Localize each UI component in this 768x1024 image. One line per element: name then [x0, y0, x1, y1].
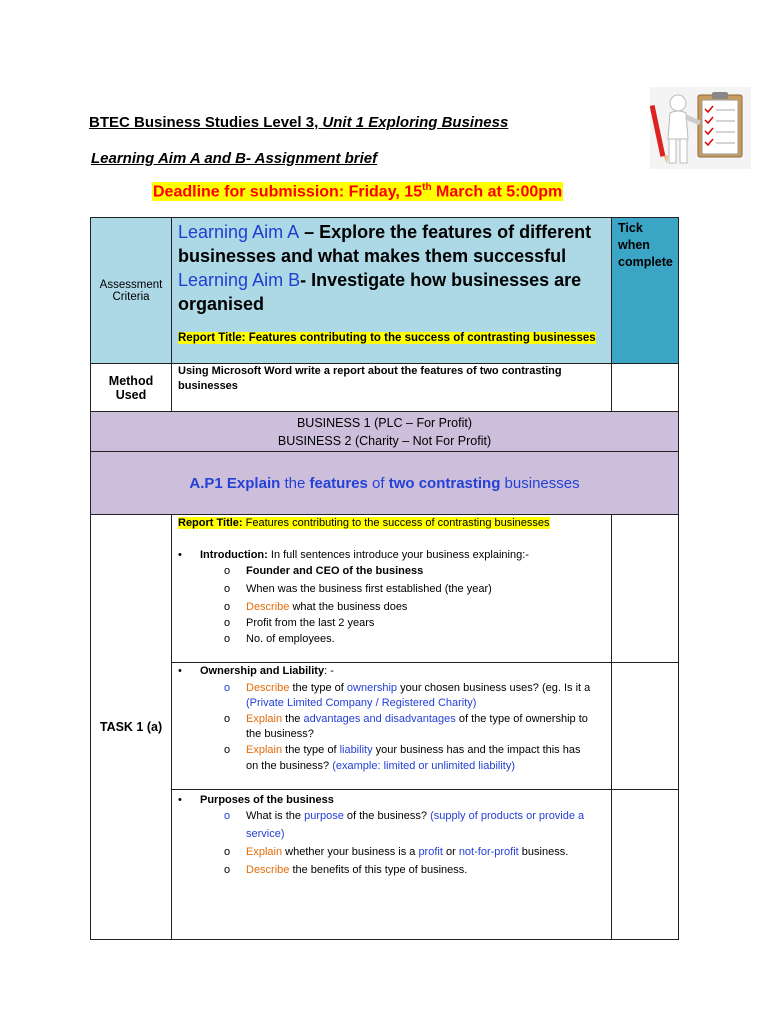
learning-aims-cell [171, 217, 612, 364]
purposes-tick-cell[interactable] [611, 789, 679, 940]
own-3e: (example: limited or unlimited liability) [332, 760, 516, 772]
own-2b: advantages and disadvantages [303, 713, 456, 725]
own-3b: liability [339, 744, 373, 756]
describe-word: Describe [246, 864, 290, 876]
businesses-cell [90, 411, 679, 452]
own-3c: your business has and the impact this has [372, 744, 581, 756]
deadline-time: March at 5:00pm [431, 183, 563, 201]
pur-2e: business. [518, 846, 569, 858]
title-unit: Unit 1 Exploring Business [322, 114, 509, 131]
own-2d: the business? [246, 728, 314, 740]
pur-2d: not-for-profit [458, 846, 519, 858]
method-text-cell [171, 363, 612, 412]
explain-word: Explain [246, 744, 283, 756]
deadline-banner [152, 182, 563, 201]
deadline-sup: th [422, 182, 432, 193]
used-label: Used [115, 387, 147, 402]
method-tick-cell[interactable] [611, 363, 679, 412]
explain-word: Explain [246, 713, 283, 725]
intro-item-what: what the business does [292, 601, 408, 613]
method-text: Using Microsoft Word write a report about the features of two contrasting businesses [178, 365, 562, 392]
objective-heading [189, 475, 579, 492]
report-label: Report Title: [178, 517, 243, 529]
sub-bullet: o [224, 601, 231, 613]
tick-header-cell [611, 217, 679, 364]
tick-when-complete-label: Tick when complete [618, 221, 673, 269]
purposes-bullet: • [178, 794, 182, 806]
checklist-figure-icon [650, 87, 751, 169]
task-intro-cell [171, 514, 612, 663]
sub-bullet: o [224, 633, 231, 645]
aim-a-label: Learning Aim A [178, 222, 300, 242]
intro-label: Introduction: [200, 549, 268, 561]
checklist-figure-illustration [650, 87, 751, 169]
pur-1c: of the business? [343, 810, 431, 822]
aim-b-text: - Investigate how businesses are organised [178, 270, 582, 314]
intro-text: In full sentences introduce your business explaining:- [267, 549, 529, 561]
objective-the: the [284, 474, 306, 492]
pur-1b: purpose [304, 810, 344, 822]
task-ownership-cell [171, 662, 612, 790]
describe-word: Describe [246, 601, 290, 613]
task-label: TASK 1 (a) [99, 720, 163, 734]
sub-bullet: o [224, 744, 231, 756]
pur-2c: or [442, 846, 459, 858]
sub-bullet: o [224, 864, 231, 876]
deadline-text: Deadline for submission: Friday, 15 [153, 183, 423, 201]
ownership-bullet: • [178, 665, 182, 677]
intro-item-founder: Founder and CEO of the business [246, 565, 424, 577]
objective-two-contrasting: two contrasting [388, 474, 501, 492]
sub-bullet: o [224, 565, 231, 577]
sub-bullet: o [224, 682, 231, 694]
assessment-label: Assessment [99, 278, 163, 291]
pur-2b: profit [418, 846, 443, 858]
own-1c: your chosen business uses? (eg. Is it a [397, 682, 591, 694]
purposes-label: Purposes of the business [200, 794, 334, 806]
objective-code: A.P1 [189, 474, 223, 492]
intro-bullet: • [178, 549, 182, 561]
intro-item-employees: No. of employees. [246, 633, 335, 645]
explain-word: Explain [246, 846, 283, 858]
sub-bullet: o [224, 713, 231, 725]
intro-item-profit: Profit from the last 2 years [246, 617, 375, 629]
pur-2a: whether your business is a [282, 846, 419, 858]
business-2-label: BUSINESS 2 (Charity – Not For Profit) [277, 433, 492, 448]
task-purposes-cell [171, 789, 612, 940]
intro-tick-cell[interactable] [611, 514, 679, 663]
assessment-criteria-label-cell [90, 217, 172, 364]
objective-explain: Explain [226, 474, 281, 492]
document-title [89, 114, 508, 131]
ownership-tick-cell[interactable] [611, 662, 679, 790]
objective-of: of [372, 474, 385, 492]
own-1b: ownership [346, 682, 398, 694]
sub-bullet: o [224, 846, 231, 858]
pur-1e: service) [246, 828, 285, 840]
sub-bullet: o [224, 617, 231, 629]
objective-businesses: businesses [504, 474, 580, 492]
objective-cell [90, 451, 679, 515]
ownership-label: Ownership and Liability [200, 665, 325, 677]
objective-features: features [309, 474, 368, 492]
own-2a: the [282, 713, 304, 725]
business-1-label: BUSINESS 1 (PLC – For Profit) [296, 415, 473, 430]
method-label: Method [108, 373, 154, 388]
pur-1d: (supply of products or provide a [430, 810, 585, 822]
aim-a-text: – Explore the features of different businesses and what makes them successful [178, 222, 592, 266]
sub-bullet: o [224, 583, 231, 595]
aim-b-label: Learning Aim B [178, 270, 301, 290]
own-1d: (Private Limited Company / Registered Charity) [246, 697, 477, 709]
pur-1a: What is the [246, 810, 305, 822]
ownership-suffix: : - [324, 665, 334, 677]
intro-item-established: When was the business first established (the year) [246, 583, 492, 595]
criteria-label: Criteria [112, 290, 150, 303]
describe-word: Describe [246, 682, 290, 694]
own-2c: of the type of ownership to [455, 713, 588, 725]
title-prefix: BTEC Business Studies Level 3, [89, 114, 323, 131]
document-subtitle: Learning Aim A and B- Assignment brief [91, 150, 378, 167]
own-1a: the type of [292, 682, 347, 694]
pur-3a: the benefits of this type of business. [289, 864, 468, 876]
report-title-header: Report Title: Features contributing to the success of contrasting businesses [178, 332, 596, 344]
report-text: Features contributing to the success of contrasting businesses [242, 517, 550, 529]
sub-bullet: o [224, 810, 231, 822]
own-3d: on the business? [246, 760, 333, 772]
own-3a: the type of [282, 744, 340, 756]
method-label-cell [90, 363, 172, 412]
task-label-cell [90, 514, 172, 940]
